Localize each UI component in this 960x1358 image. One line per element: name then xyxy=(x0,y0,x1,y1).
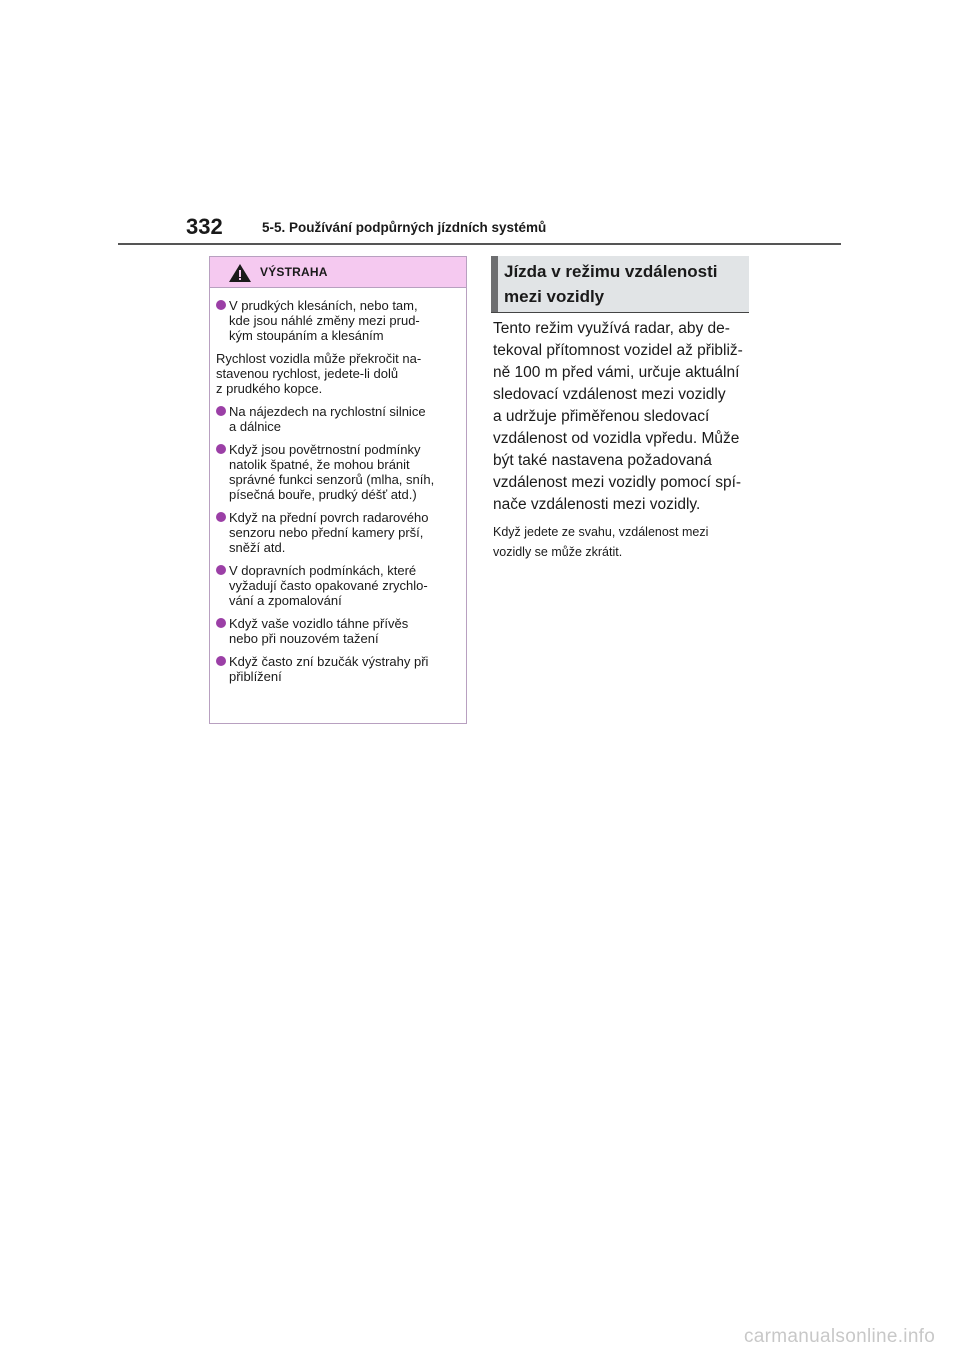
page-number: 332 xyxy=(186,214,223,239)
warning-body xyxy=(210,288,466,684)
watermark: carmanualsonline.info xyxy=(744,1326,936,1347)
note-paragraph xyxy=(493,522,751,562)
warning-paragraph xyxy=(216,351,456,396)
item-line: V dopravních podmínkách, které xyxy=(229,563,417,578)
item-line: sněží atd. xyxy=(229,540,286,555)
bullet-icon xyxy=(216,512,226,522)
item-line: Když jsou povětrnostní podmínky xyxy=(229,442,421,457)
header-divider xyxy=(118,243,841,245)
main-line: vzdálenost mezi vozidly pomocí spí- xyxy=(493,474,742,491)
section-title: 5-5. Používání podpůrných jízdních systémů xyxy=(262,220,547,235)
item-line: Když na přední povrch radarového xyxy=(229,510,429,525)
item-line: správné funkci senzorů (mlha, sníh, xyxy=(229,472,435,487)
topic-heading-box xyxy=(491,256,749,313)
topic-heading-bar xyxy=(491,256,498,312)
main-line: a udržuje přiměřenou sledovací xyxy=(493,408,710,425)
main-line: Tento režim využívá radar, aby de- xyxy=(493,320,730,337)
warning-item xyxy=(216,404,456,434)
topic-title-line: mezi vozidly xyxy=(504,287,605,306)
item-line: vání a zpomalování xyxy=(229,593,342,608)
bullet-icon xyxy=(216,406,226,416)
warning-item xyxy=(216,654,456,684)
bullet-icon xyxy=(216,565,226,575)
bullet-icon xyxy=(216,656,226,666)
item-line: senzoru nebo přední kamery prší, xyxy=(229,525,424,540)
warning-header xyxy=(210,257,466,288)
warning-item xyxy=(216,616,456,646)
item-line: a dálnice xyxy=(229,419,282,434)
para-line: stavenou rychlost, jedete-li dolů xyxy=(216,366,399,381)
warning-item xyxy=(216,563,456,608)
warning-item xyxy=(216,510,456,555)
warning-item xyxy=(216,442,456,502)
main-line: nače vzdálenosti mezi vozidly. xyxy=(493,496,701,513)
item-line: Na nájezdech na rychlostní silnice xyxy=(229,404,426,419)
topic-title xyxy=(504,259,744,309)
item-line: kým stoupáním a klesáním xyxy=(229,328,384,343)
main-line: vzdálenost od vozidla vpředu. Může xyxy=(493,430,740,447)
topic-title-line: Jízda v režimu vzdálenosti xyxy=(504,262,718,281)
item-line: V prudkých klesáních, nebo tam, xyxy=(229,298,418,313)
bullet-icon xyxy=(216,444,226,454)
item-line: písečná bouře, prudký déšť atd.) xyxy=(229,487,417,502)
item-line: vyžadují často opakované zrychlo- xyxy=(229,578,428,593)
item-line: Když vaše vozidlo táhne přívěs xyxy=(229,616,409,631)
item-line: nebo při nouzovém tažení xyxy=(229,631,379,646)
para-line: z prudkého kopce. xyxy=(216,381,323,396)
warning-item xyxy=(216,298,456,343)
item-line: natolik špatné, že mohou bránit xyxy=(229,457,410,472)
item-line: přiblížení xyxy=(229,669,282,684)
main-line: ně 100 m před vámi, určuje aktuální xyxy=(493,364,740,381)
bullet-icon xyxy=(216,300,226,310)
warning-triangle-icon xyxy=(228,263,252,283)
para-line: Rychlost vozidla může překročit na- xyxy=(216,351,422,366)
main-line: sledovací vzdálenost mezi vozidly xyxy=(493,386,726,403)
bullet-icon xyxy=(216,618,226,628)
item-line: kde jsou náhlé změny mezi prud- xyxy=(229,313,420,328)
warning-title: VÝSTRAHA xyxy=(260,265,328,279)
note-line: Když jedete ze svahu, vzdálenost mezi xyxy=(493,525,709,539)
main-paragraph xyxy=(493,318,751,516)
note-line: vozidly se může zkrátit. xyxy=(493,545,623,559)
warning-box xyxy=(209,256,467,724)
item-line: Když často zní bzučák výstrahy při xyxy=(229,654,429,669)
main-line: být také nastavena požadovaná xyxy=(493,452,712,469)
main-line: tekoval přítomnost vozidel až přibliž- xyxy=(493,342,743,359)
